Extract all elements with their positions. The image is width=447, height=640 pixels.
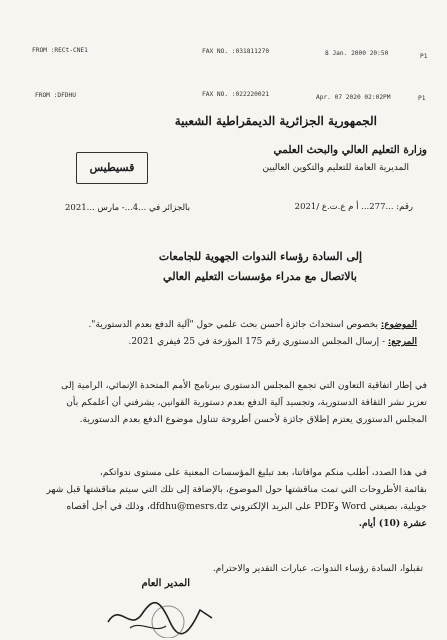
fax-date-2: Apr. 07 2020 02:02PM (316, 94, 391, 101)
fax-page-2: P1 (418, 95, 426, 102)
republic-header: الجمهورية الجزائرية الديمقراطية الشعبية (174, 114, 377, 128)
paragraph-2-line-4: عشرة (10) أيام. (358, 518, 427, 529)
fax-date-1: 8 Jan. 2000 20:50 (325, 50, 389, 57)
stamp-text: قسيطيس (89, 161, 135, 174)
paragraph-1-line-1: في إطار اتفاقية التعاون التي تجمع المجلس الدستوري ببرنامج الأمم المتحدة الإنمائي، الرامية إلى (61, 380, 427, 391)
paragraph-2-line-3: جويلية، بصيغتي Word وPDF على البريد الإلكتروني dfdhu@mesrs.dz، وذلك في أجل أقصاه (66, 501, 427, 512)
reference-number: رقم: ...277... أ م ع.ت.ع /2021 (294, 202, 413, 212)
received-stamp (76, 152, 148, 184)
directorate-name: المديرية العامة للتعليم والتكوين العاليين (262, 163, 409, 173)
signature-title: المدير العام (141, 578, 190, 589)
fax-number-1: FAX NO. :031811270 (202, 48, 270, 55)
subject-label: الموضوع: (380, 320, 417, 330)
paragraph-1-line-2: تعزيز نشر الثقافة الدستورية، وتجسيد آلية الدفع بعدم دستورية القوانين، يشرفني أن أعلمكم بأن (66, 397, 427, 408)
fax-from-2: FROM :DFDHU (35, 92, 76, 99)
fax-page-1: P1 (420, 53, 428, 60)
reference-text: - إرسال المجلس الدستوري رقم 175 المؤرخة في 25 فيفري 2021. (128, 337, 386, 347)
subject-text: بخصوص استحداث جائزة أحسن بحث علمي حول "آلية الدفع بعدم الدستورية". (88, 320, 379, 330)
reference-label: المرجع: (387, 337, 417, 347)
reference-line (27, 337, 417, 347)
addressee-line-1: إلى السادة رؤساء الندوات الجهوية للجامعات (158, 250, 362, 263)
ministry-name: وزارة التعليم العالي والبحث العلمي (273, 144, 427, 156)
letter-date: بالجزائر في ...4...- مارس ...2021 (65, 203, 190, 213)
paragraph-2-line-1: في هذا الصدد، أطلب منكم موافاتنا، بعد تبليغ المؤسسات المعنية على مستوى ندواتكم، (99, 467, 427, 478)
signature-scribble (100, 592, 220, 638)
paragraph-1 (17, 377, 427, 428)
subject-line (27, 320, 417, 330)
addressee-line-2: بالاتصال مع مدراء مؤسسات التعليم العالي (163, 270, 357, 283)
paragraph-1-line-3: المجلس الدستوري يعتزم إطلاق جائزة لأحسن أطروحة تتناول موضوع الدفع بعدم الدستورية. (79, 414, 427, 425)
fax-number-2: FAX NO. :022220021 (202, 91, 270, 98)
closing-line: تقبلوا، السادة رؤساء الندوات، عبارات التقدير والاحترام. (212, 563, 423, 574)
paragraph-2 (17, 464, 427, 532)
paragraph-2-line-2: بقائمة الأطروحات التي تمت مناقشتها حول الموضوع، بالإضافة إلى تلك التي سيتم مناقشتها قبل شهر (46, 484, 427, 495)
fax-from-1: FROM :RECt-CNE1 (32, 47, 88, 54)
